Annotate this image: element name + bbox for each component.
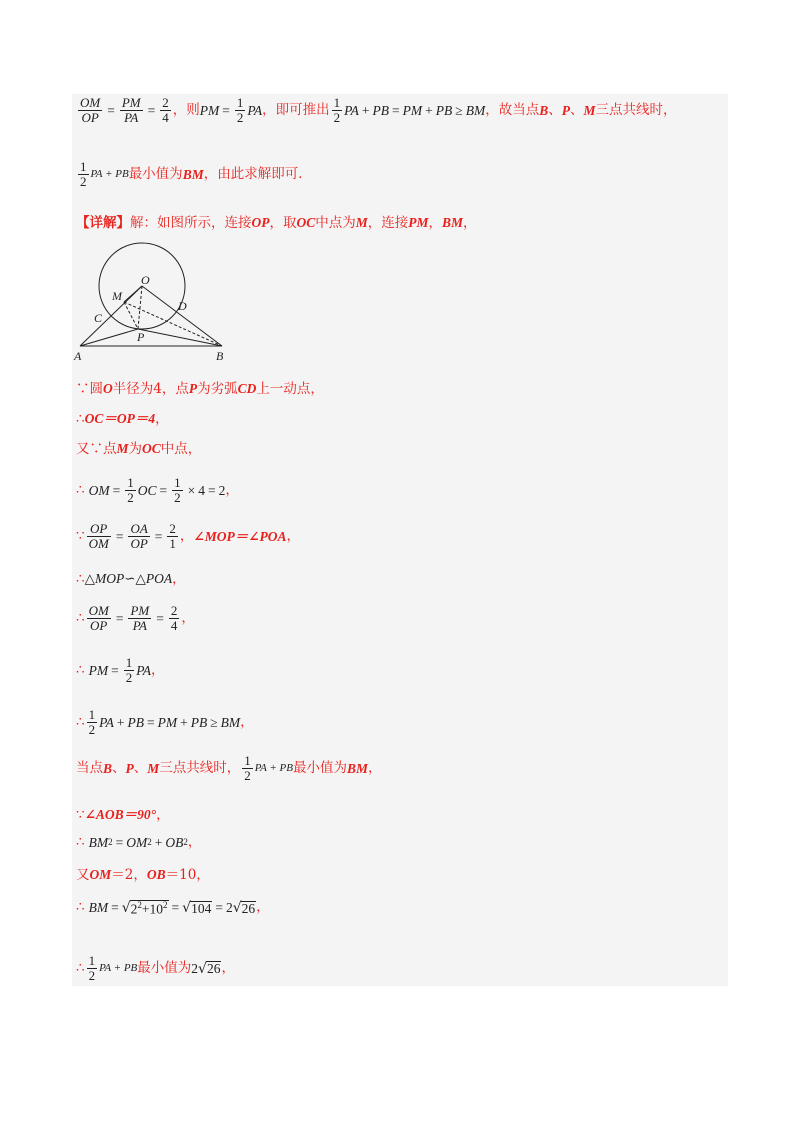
segment-pm [124, 302, 138, 329]
step-8: ∴ PM = $\frac{1}{2}$ PA ， [76, 655, 165, 685]
step-14: ∴ BM = √ $2^2+10^2$ = √ 104 = 2 √ 26 ， [76, 899, 270, 917]
step-7: ∴ $\frac{OM}{OP}$ = $\frac{PM}{PA}$ = $\frac{2}{4}$ ， [76, 603, 195, 633]
geometry-figure [72, 238, 242, 368]
step-5: ∵ $\frac{OP}{OM}$ = $\frac{OA}{OP}$ = $\frac{2}{1}$ ， ∠MOP＝∠POA ， [76, 521, 301, 551]
label-b: B [216, 349, 224, 363]
step-4: ∴ OM = $\frac{1}{2}$ OC = $\frac{1}{2}$ × 4 = 2 ， [76, 475, 239, 505]
step-10: 当点 B 、 P 、 M 三点共线时， $\frac{1}{2}$ PA + PB 最小值为 BM ， [76, 753, 382, 783]
step-9: ∴ $\frac{1}{2}$ PA + PB = PM + PB ≥ BM ， [76, 707, 254, 737]
step-13: 又OM＝2，OB＝10， [76, 867, 210, 883]
label-d: D [178, 299, 187, 313]
step-11: ∵∠AOB＝90°， [76, 807, 170, 823]
label-c: C [94, 311, 103, 325]
step-15: ∴ $\frac{1}{2}$ PA + PB 最小值为 2 √ 26 ， [76, 953, 235, 983]
hint-line-2: $\frac{1}{2}$ PA + PB 最小值为 BM ，由此求解即可． [80, 159, 312, 189]
segment-pb [138, 329, 222, 346]
step-6: ∴△MOP∽△POA， [76, 571, 186, 587]
hint-line-1: $\frac{OM}{OP}$ = $\frac{PM}{PA}$ = $\frac{2}{4}$ ，则 PM = $\frac{1}{2}$ PA ，即可推出 $\frac{1}{2}$ PA + PB = PM + PB ≥ BM ，故当点 B 、 P 、 M 三点共线时， [80, 95, 677, 125]
step-1: ∵圆O半径为4，点P为劣弧CD上一动点， [76, 381, 324, 397]
label-m: M [112, 289, 122, 303]
step-12: ∴ BM 2 = OM 2 + OB 2 ， [76, 834, 202, 850]
step-3: 又∵点M为OC中点， [76, 441, 202, 457]
detail-tag: 【详解】 [76, 215, 130, 231]
segment-mo [124, 286, 142, 302]
label-a: A [74, 349, 82, 363]
label-o: O [141, 273, 150, 287]
label-p: P [137, 330, 145, 344]
detail-line: 【详解】解：如图所示，连接OP，取OC中点为M，连接PM，BM， [76, 215, 477, 231]
step-2: ∴OC＝OP＝4， [76, 411, 169, 427]
segment-ob [142, 286, 222, 346]
segment-op [138, 286, 142, 329]
